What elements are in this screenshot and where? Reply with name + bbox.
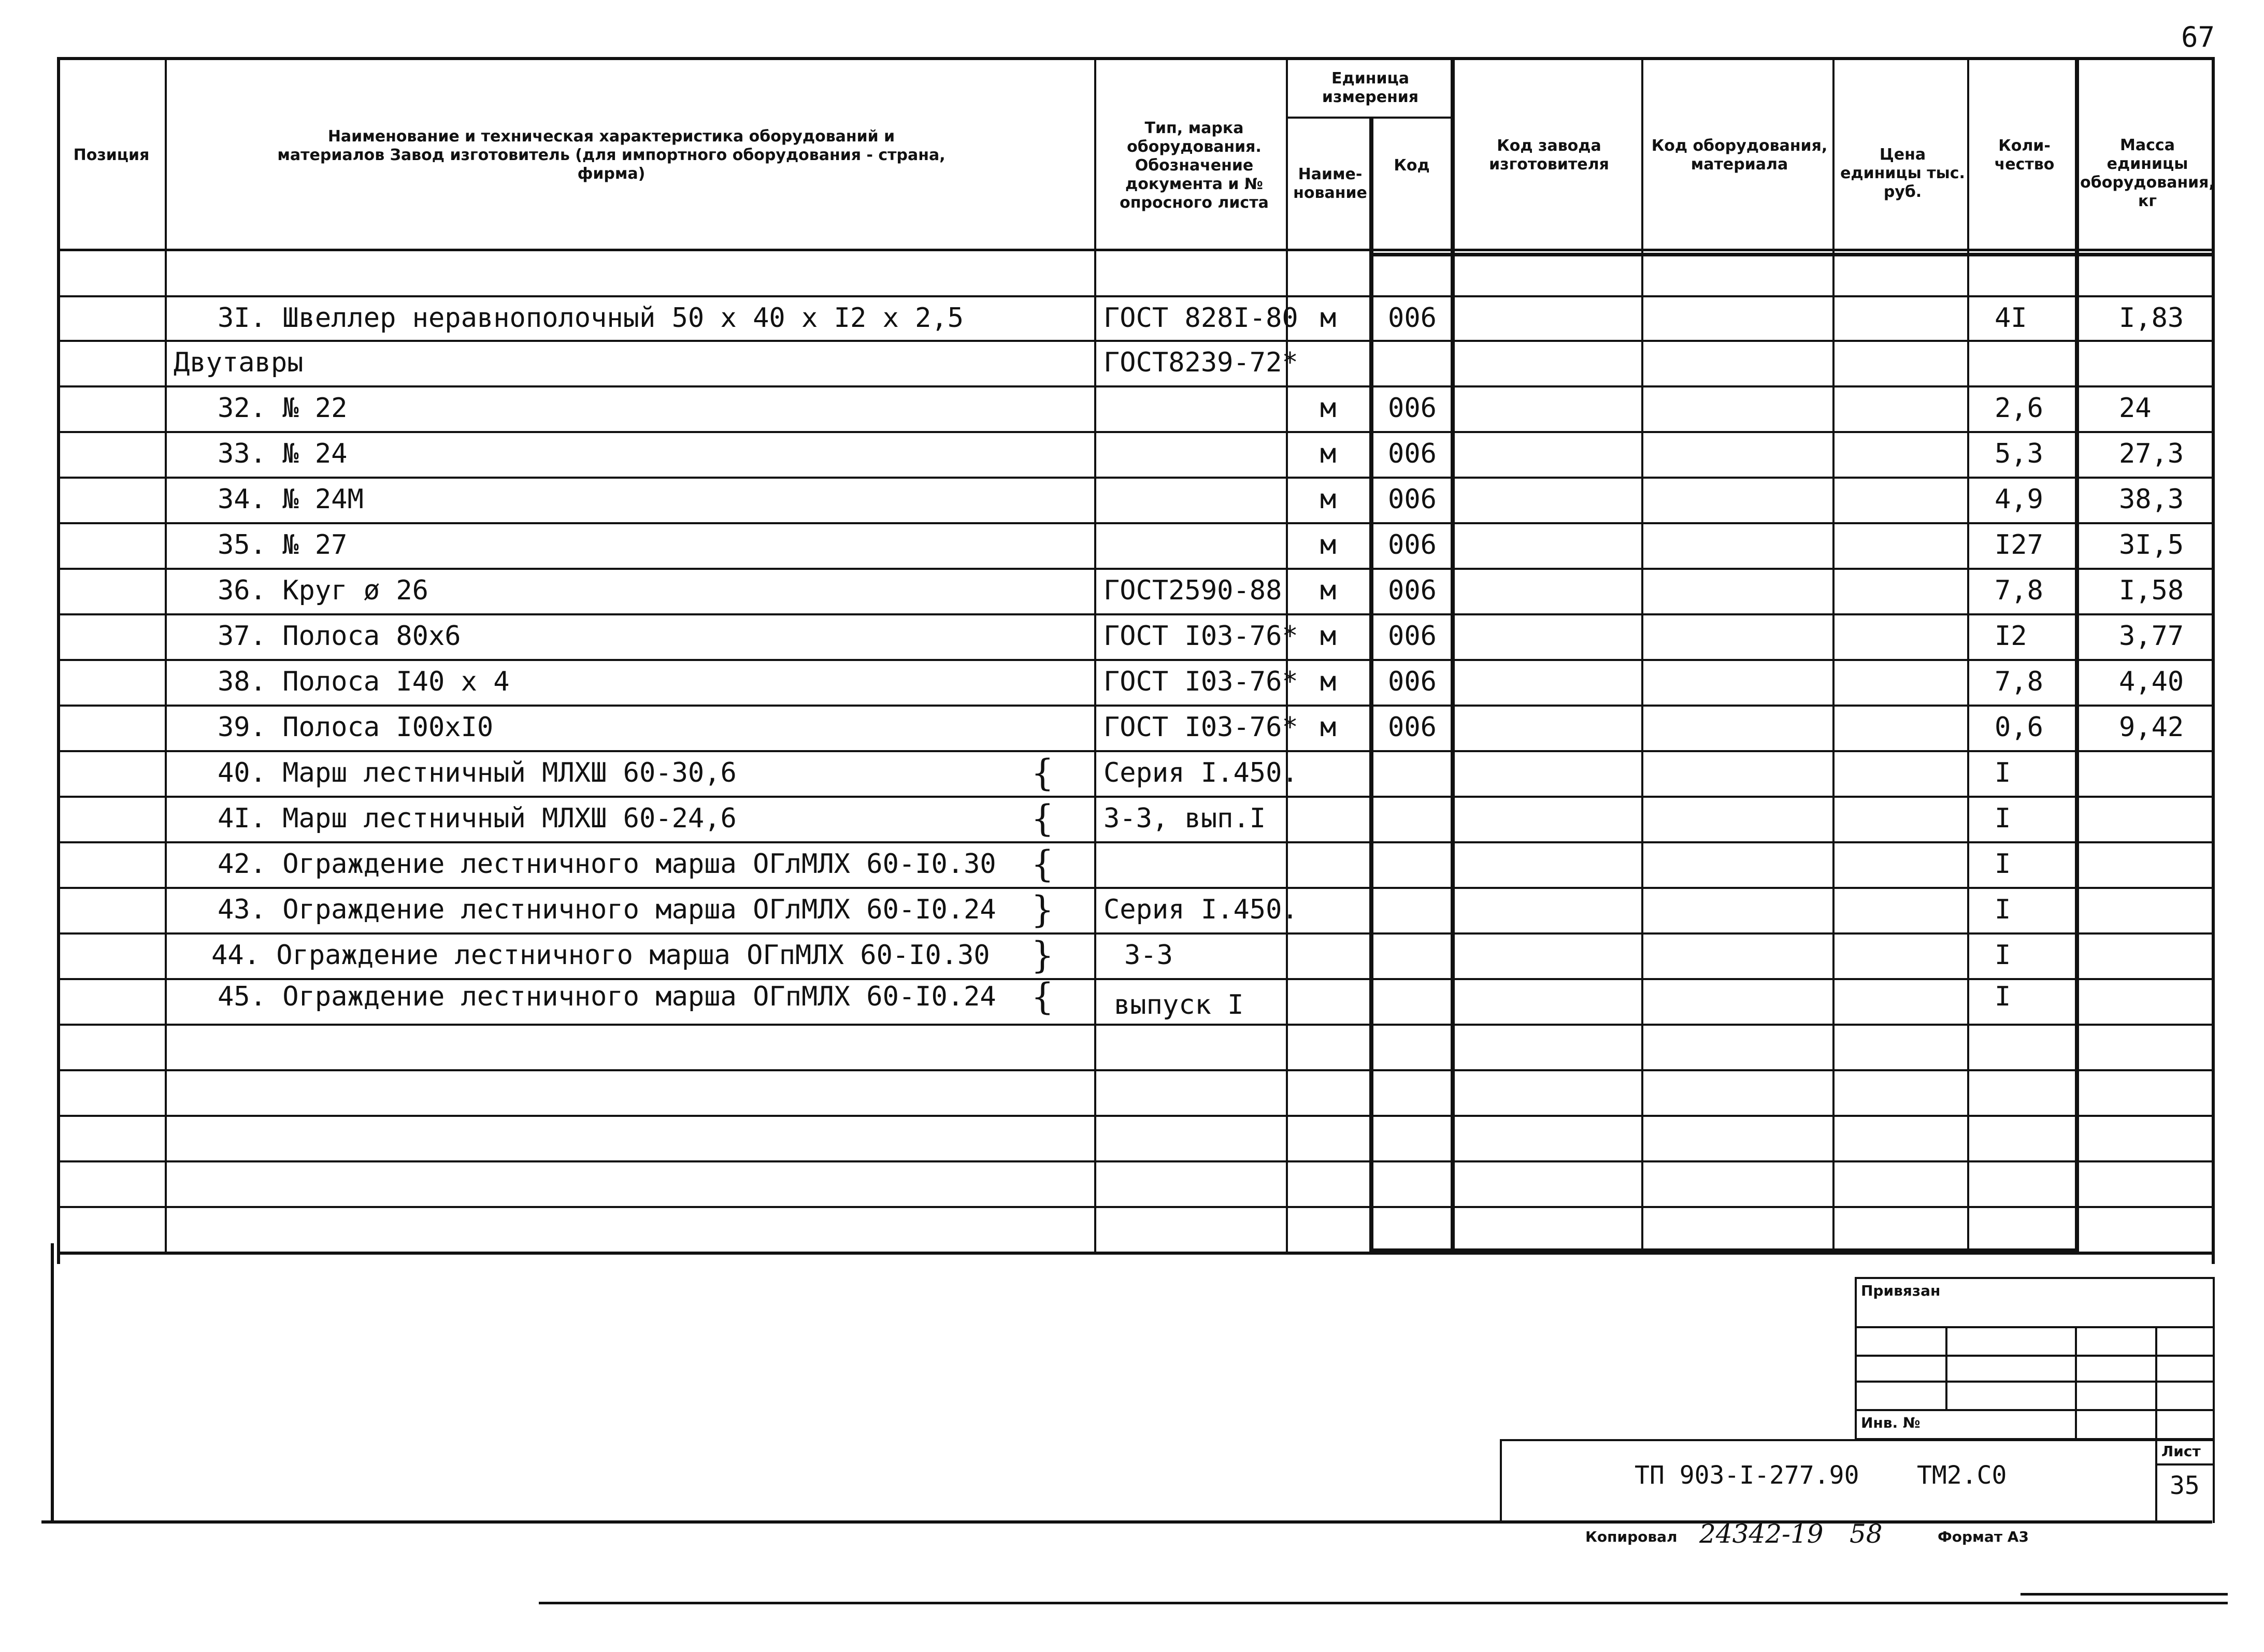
brace-mark: }: [1031, 888, 1054, 931]
col-line-8: [1967, 57, 1969, 1254]
col-line-2: [1094, 57, 1096, 1254]
row-unit: м: [1320, 712, 1337, 743]
binding-col: [2155, 1326, 2157, 1440]
row-doc: Серия I.450.: [1104, 894, 1298, 925]
row-qty: I: [1995, 849, 2011, 880]
copied-label: Копировал: [1585, 1528, 1678, 1545]
binding-line: [1855, 1409, 2215, 1411]
header-unit-code: Код: [1394, 156, 1430, 175]
row-code: 006: [1388, 666, 1437, 697]
row-name: 43. Ограждение лестничного марша ОГлМЛХ 60-I0.24: [218, 894, 996, 925]
row-code: 006: [1388, 712, 1437, 743]
row-name: 35. № 27: [218, 529, 348, 561]
row-qty: I: [1995, 894, 2011, 925]
header-equipment-code: Код оборудования, материала: [1651, 137, 1828, 174]
binding-line: [1855, 1381, 2215, 1383]
col-line-6: [1641, 57, 1643, 1254]
row-code: 006: [1388, 303, 1437, 334]
col-line-1: [165, 57, 167, 1254]
row-doc: ГОСТ I03-76*: [1104, 621, 1298, 652]
row-line: [57, 1206, 2215, 1208]
row-unit: м: [1320, 666, 1337, 697]
row-qty: I: [1995, 981, 2011, 1012]
row-mass: I,58: [2119, 575, 2184, 606]
row-qty: I: [1995, 940, 2011, 971]
row-mass: 4,40: [2119, 666, 2184, 697]
row-unit: м: [1320, 438, 1337, 469]
row-doc: выпуск I: [1114, 989, 1244, 1021]
sheet-label: Лист: [2161, 1443, 2201, 1460]
copied-number: 24342-19: [1699, 1519, 1824, 1549]
row-mass: 24: [2119, 393, 2152, 424]
row-mass: 3I,5: [2119, 529, 2184, 561]
row-qty: 7,8: [1995, 575, 2043, 606]
row-line: [57, 1069, 2215, 1071]
row-line: [57, 1160, 2215, 1162]
doc-mark: ТМ2.С0: [1917, 1461, 2007, 1490]
row-doc: ГОСТ I03-76*: [1104, 712, 1298, 743]
row-code: 006: [1388, 575, 1437, 606]
row-qty: I27: [1995, 529, 2043, 561]
row-mass: 38,3: [2119, 484, 2184, 515]
row-doc: Серия I.450.: [1104, 757, 1298, 788]
row-name: 4I. Марш лестничный МЛХШ 60-24,6: [218, 803, 737, 834]
row-unit: м: [1320, 303, 1337, 334]
row-code: 006: [1388, 484, 1437, 515]
scan-edge-line: [2021, 1593, 2228, 1596]
row-qty: I: [1995, 757, 2011, 788]
row-name: 38. Полоса I40 x 4: [218, 666, 510, 697]
col-line-9: [2075, 57, 2079, 1254]
row-name: 42. Ограждение лестничного марша ОГлМЛХ 60-I0.30: [218, 849, 996, 880]
row-name: 37. Полоса 80х6: [218, 621, 461, 652]
row-line: [57, 431, 2215, 433]
header-mass: Масса единицы оборудования, кг: [2080, 136, 2215, 210]
row-unit: м: [1320, 393, 1337, 424]
header-unit-name: Наиме- нование: [1293, 165, 1367, 202]
brace-mark: {: [1031, 843, 1054, 885]
sheet-number: 35: [2170, 1471, 2200, 1500]
row-mass: 3,77: [2119, 621, 2184, 652]
row-qty: 2,6: [1995, 393, 2043, 424]
inv-label: Инв. №: [1861, 1414, 1921, 1431]
row-name: 44. Ограждение лестничного марша ОГпМЛХ 60-I0.30: [211, 940, 990, 971]
row-doc: ГОСТ8239-72*: [1104, 347, 1298, 378]
row-name: Двутавры: [174, 347, 304, 378]
sheet-line: [2155, 1463, 2215, 1466]
row-doc: 3-3, вып.I: [1104, 803, 1266, 834]
header-type: Тип, марка оборудования. Обозначение документа и № опросного листа: [1120, 119, 1269, 212]
row-line: [57, 477, 2215, 479]
row-code: 006: [1388, 621, 1437, 652]
row-qty: 5,3: [1995, 438, 2043, 469]
row-name: 3I. Швеллер неравнополочный 50 x 40 x I2 x 2,5: [218, 303, 964, 334]
header-price: Цена единицы тыс. руб.: [1840, 146, 1965, 201]
row-unit: м: [1320, 484, 1337, 515]
row-doc: ГОСТ I03-76*: [1104, 666, 1298, 697]
format-label: Формат А3: [1938, 1528, 2029, 1545]
brace-mark: {: [1031, 975, 1054, 1018]
row-unit: м: [1320, 575, 1337, 606]
row-mass: I,83: [2119, 303, 2184, 334]
row-line: [57, 522, 2215, 524]
row-name: 45. Ограждение лестничного марша ОГпМЛХ 60-I0.24: [218, 981, 996, 1012]
scan-edge-line: [539, 1602, 2228, 1604]
row-code: 006: [1388, 529, 1437, 561]
thick-bottom-line: [1369, 1248, 2079, 1253]
row-qty: 4,9: [1995, 484, 2043, 515]
col-line-4: [1369, 117, 1373, 1254]
brace-mark: }: [1031, 934, 1054, 976]
page-marker: 67: [2181, 21, 2215, 53]
row-doc: ГОСТ2590-88: [1104, 575, 1282, 606]
row-name: 34. № 24М: [218, 484, 364, 515]
header-quantity: Коли- чество: [1994, 137, 2055, 174]
bound-label: Привязан: [1861, 1282, 1941, 1299]
row-doc: 3-3: [1124, 940, 1173, 971]
sheet-col: [2155, 1439, 2157, 1523]
row-name: 40. Марш лестничный МЛХШ 60-30,6: [218, 757, 737, 788]
row-unit: м: [1320, 621, 1337, 652]
copied-suffix: 58: [1850, 1519, 1883, 1549]
row-qty: I: [1995, 803, 2011, 834]
row-name: 32. № 22: [218, 393, 348, 424]
row-qty: I2: [1995, 621, 2027, 652]
row-doc: ГОСТ 828I-80: [1104, 303, 1298, 334]
doc-code: ТП 903-I-277.90: [1635, 1461, 1859, 1490]
header-unit-group: Единица измерения: [1322, 69, 1419, 106]
binding-line: [1855, 1326, 2215, 1328]
sheet-left-line: [51, 1243, 54, 1523]
col-line-7: [1832, 57, 1835, 1254]
binding-col: [2075, 1326, 2077, 1440]
row-name: 39. Полоса I00хI0: [218, 712, 494, 743]
row-qty: 7,8: [1995, 666, 2043, 697]
header-position: Позиция: [73, 146, 150, 164]
brace-mark: {: [1031, 752, 1054, 794]
header-bottom-line: [57, 249, 2215, 251]
row-name: 36. Круг ø 26: [218, 575, 428, 606]
binding-col: [1945, 1326, 1947, 1409]
row-line: [57, 385, 2215, 387]
binding-line: [1855, 1355, 2215, 1357]
header-name: Наименование и техническая характеристика оборудований и материалов Завод изготовитель (для импортного оборудования - страна, фирма): [277, 127, 945, 183]
row-line: [57, 1115, 2215, 1117]
unit-group-line: [1286, 117, 1453, 119]
brace-mark: {: [1031, 797, 1054, 840]
header-factory-code: Код завода изготовителя: [1489, 137, 1609, 174]
row-mass: 27,3: [2119, 438, 2184, 469]
row-qty: 4I: [1995, 303, 2027, 334]
row-name: 33. № 24: [218, 438, 348, 469]
row-code: 006: [1388, 438, 1437, 469]
row-qty: 0,6: [1995, 712, 2043, 743]
col-line-5: [1451, 57, 1455, 1254]
thick-top-line: [1369, 253, 2215, 256]
row-unit: м: [1320, 529, 1337, 561]
row-mass: 9,42: [2119, 712, 2184, 743]
row-code: 006: [1388, 393, 1437, 424]
